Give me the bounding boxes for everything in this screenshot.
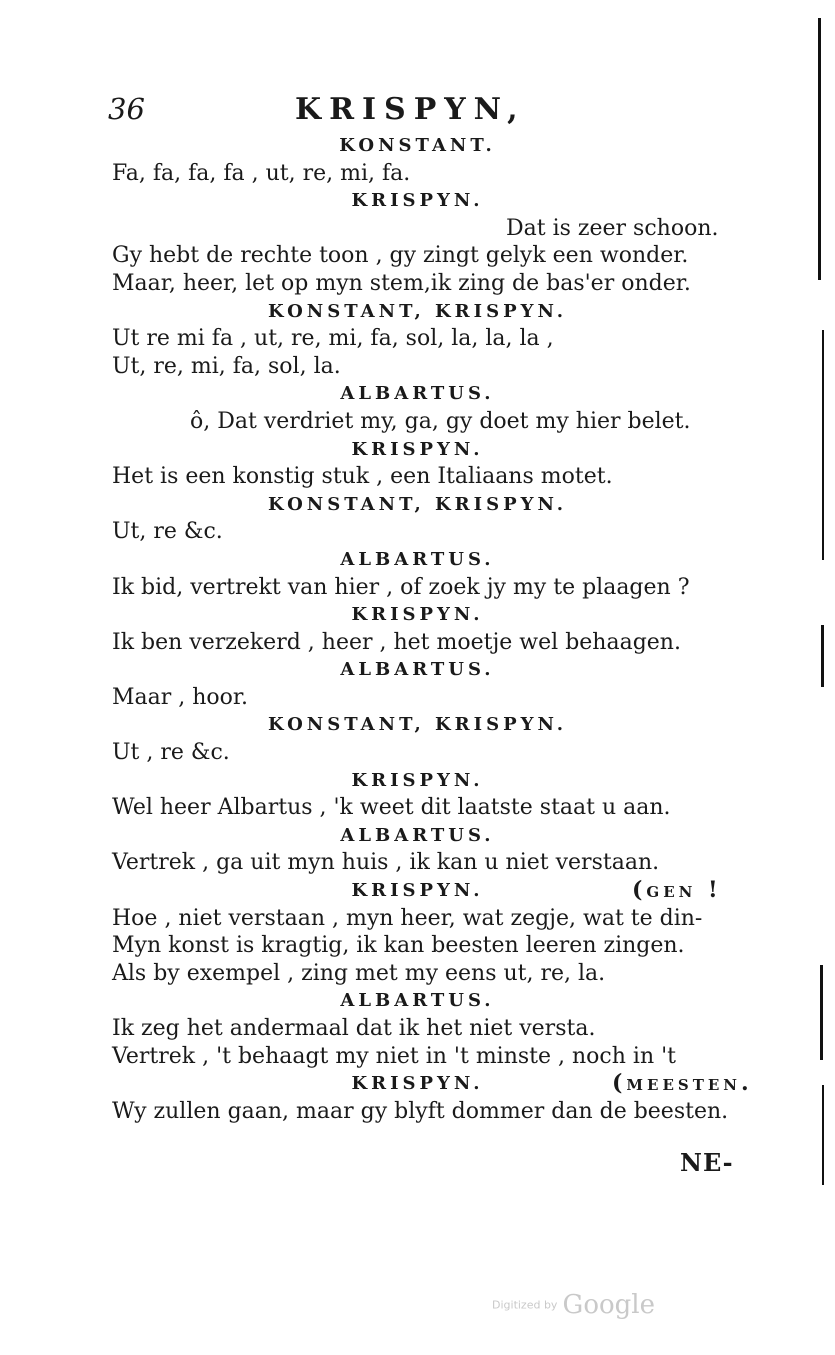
- speaker-name: ALBARTUS.: [340, 824, 495, 846]
- verse-line: [0, 463, 835, 491]
- turned-line-ending: (gen !: [632, 877, 722, 904]
- verse-line: [0, 932, 835, 960]
- digitization-watermark: [492, 1290, 655, 1320]
- verse-text: Maar , hoor.: [112, 684, 249, 710]
- play-text: [0, 132, 835, 1125]
- verse-line: [0, 739, 835, 767]
- speaker-name: KRISPYN.: [351, 1073, 484, 1095]
- speaker-name: KONSTANT, KRISPYN.: [267, 493, 568, 515]
- speaker-name: ALBARTUS.: [340, 548, 495, 570]
- speaker-name: ALBARTUS.: [340, 383, 495, 405]
- verse-text: Vertrek , 't behaagt my niet in 't minste , noch in 't: [112, 1043, 676, 1069]
- verse-text: Wel heer Albartus , 'k weet dit laatste staat u aan.: [112, 795, 671, 821]
- speaker-heading: [0, 601, 835, 629]
- page-edge-mark: [821, 625, 824, 687]
- verse-line: [0, 215, 835, 243]
- speaker-name: ALBARTUS.: [340, 990, 495, 1012]
- page-edge-mark: [822, 1085, 824, 1185]
- speaker-heading: [0, 298, 835, 326]
- verse-line: [0, 518, 835, 546]
- verse-line: [0, 408, 835, 436]
- verse-text: ô, Dat verdriet my, ga, gy doet my hier belet.: [190, 408, 691, 434]
- verse-line: [0, 325, 835, 353]
- verse-text: Vertrek , ga uit myn huis , ik kan u niet verstaan.: [112, 850, 660, 876]
- speaker-heading: [0, 132, 835, 160]
- speaker-name: KRISPYN.: [351, 438, 484, 460]
- page-edge-mark: [820, 965, 823, 1060]
- verse-text: Dat is zeer schoon.: [506, 215, 719, 241]
- turned-line-ending: (meesten.: [612, 1070, 753, 1097]
- verse-text: Maar, heer, let op myn stem,ik zing de bas'er onder.: [112, 270, 691, 296]
- verse-line: [0, 849, 835, 877]
- verse-text: Ut, re &c.: [112, 519, 223, 545]
- verse-line: [0, 1098, 835, 1126]
- verse-line: [0, 1043, 835, 1071]
- verse-line: [0, 794, 835, 822]
- verse-text: Ut, re, mi, fa, sol, la.: [112, 353, 341, 379]
- verse-text: Het is een konstig stuk , een Italiaans motet.: [112, 464, 613, 490]
- speaker-heading: [0, 546, 835, 574]
- speaker-heading: [0, 380, 835, 408]
- catchword: NE-: [680, 1148, 734, 1177]
- speaker-heading: [0, 877, 835, 905]
- speaker-name: KONSTANT, KRISPYN.: [267, 714, 568, 736]
- speaker-name: KRISPYN.: [351, 769, 484, 791]
- speaker-heading: [0, 711, 835, 739]
- verse-line: [0, 270, 835, 298]
- verse-text: Ut re mi fa , ut, re, mi, fa, sol, la, la, la ,: [112, 326, 554, 352]
- speaker-heading: [0, 1070, 835, 1098]
- speaker-heading: [0, 822, 835, 850]
- verse-text: Als by exempel , zing met my eens ut, re, la.: [112, 960, 606, 986]
- verse-text: Gy hebt de rechte toon , gy zingt gelyk een wonder.: [112, 243, 689, 269]
- verse-text: Fa, fa, fa, fa , ut, re, mi, fa.: [112, 160, 411, 186]
- speaker-name: KRISPYN.: [351, 190, 484, 212]
- verse-line: [0, 574, 835, 602]
- speaker-heading: [0, 187, 835, 215]
- verse-line: [0, 160, 835, 188]
- verse-text: Ut , re &c.: [112, 740, 230, 766]
- verse-text: Wy zullen gaan, maar gy blyft dommer dan de beesten.: [112, 1098, 729, 1124]
- verse-text: Ik ben verzekerd , heer , het moetje wel behaagen.: [112, 629, 681, 655]
- speaker-heading: [0, 491, 835, 519]
- google-logo: Google: [562, 1290, 655, 1320]
- speaker-name: KONSTANT.: [339, 135, 496, 156]
- speaker-heading: [0, 436, 835, 464]
- verse-line: [0, 905, 835, 933]
- watermark-prefix: Digitized by: [492, 1298, 558, 1312]
- verse-text: Ik bid, vertrekt van hier , of zoek jy my te plaagen ?: [112, 574, 690, 600]
- speaker-heading: [0, 767, 835, 795]
- speaker-name: KRISPYN.: [351, 880, 484, 902]
- verse-line: [0, 629, 835, 657]
- running-title: KRISPYN,: [295, 92, 526, 127]
- verse-line: [0, 1015, 835, 1043]
- verse-line: [0, 684, 835, 712]
- verse-text: Myn konst is kragtig, ik kan beesten leeren zingen.: [112, 933, 685, 959]
- verse-line: [0, 353, 835, 381]
- speaker-heading: [0, 987, 835, 1015]
- speaker-name: ALBARTUS.: [340, 659, 495, 681]
- page-header: [0, 92, 835, 132]
- speaker-name: KRISPYN.: [351, 604, 484, 626]
- verse-line: [0, 242, 835, 270]
- speaker-heading: [0, 656, 835, 684]
- page-edge-mark: [818, 18, 821, 280]
- page-number: 36: [108, 92, 145, 126]
- verse-text: Ik zeg het andermaal dat ik het niet versta.: [112, 1016, 596, 1041]
- speaker-name: KONSTANT, KRISPYN.: [267, 300, 568, 322]
- page-edge-mark: [822, 330, 824, 560]
- verse-text: Hoe , niet verstaan , myn heer, wat zegje, wat te din-: [112, 905, 703, 931]
- verse-line: [0, 960, 835, 988]
